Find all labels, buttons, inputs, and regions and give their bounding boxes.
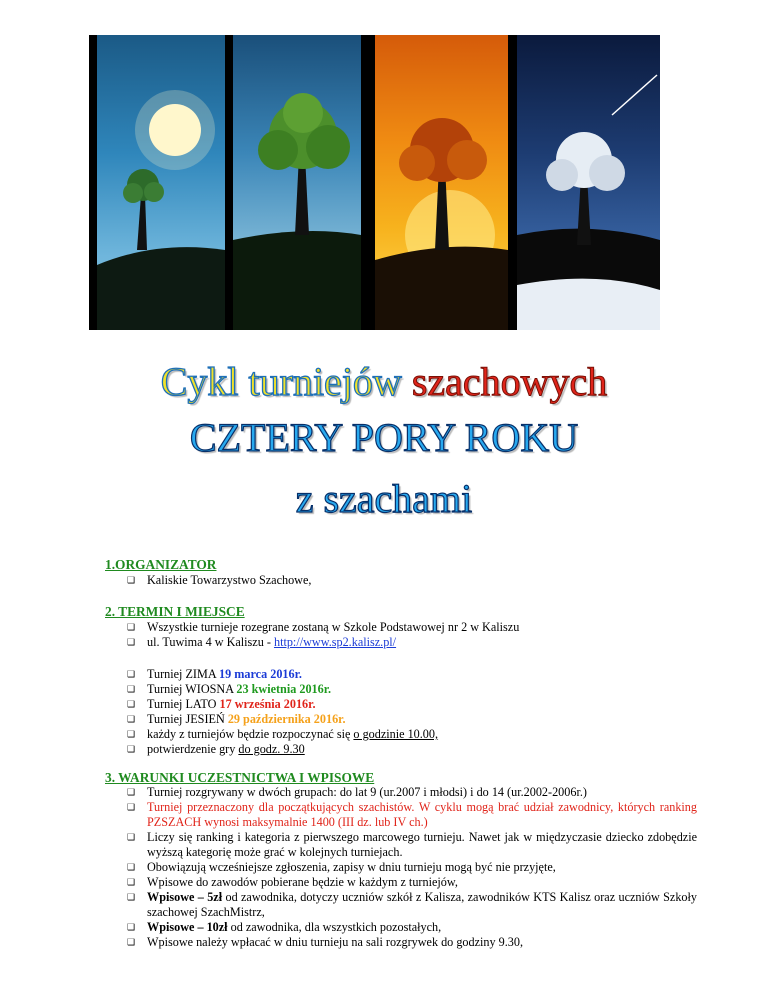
autumn-date: 29 października 2016r.: [227, 712, 346, 726]
four-seasons-banner: [89, 35, 660, 330]
winter-date: 19 marca 2016r.: [219, 667, 302, 681]
checkbox-bullet-icon: ❑: [127, 832, 136, 842]
list-item: ❑ Wpisowe do zawodów pobierane będzie w każdym z turniejów,: [127, 875, 458, 889]
list-item: ❑ Turniej WIOSNA 23 kwietnia 2016r.: [127, 682, 332, 696]
spring-panel: [97, 35, 225, 330]
checkbox-bullet-icon: ❑: [127, 622, 136, 632]
checkbox-bullet-icon: ❑: [127, 699, 136, 709]
checkbox-bullet-icon: ❑: [127, 787, 136, 797]
list-item: ❑ potwierdzenie gry do godz. 9.30: [127, 742, 305, 756]
summer-date: 17 września 2016r.: [219, 697, 316, 711]
checkbox-bullet-icon: ❑: [127, 684, 136, 694]
venue-list: [127, 620, 519, 650]
conditions-list: [127, 785, 697, 950]
tournament-schedule-list: [127, 667, 438, 757]
title-part-1: Cykl turniejów: [160, 359, 402, 404]
checkbox-bullet-icon: ❑: [127, 937, 136, 947]
list-item: ❑ Turniej przeznaczony dla początkujących szachistów. W cyklu mogą brać udział zawodnicy, których ranking PZSZACH wynosi maksymalnie 1400 (III dz. lub IV ch.): [127, 800, 697, 829]
winter-panel: [517, 35, 660, 330]
list-item: ❑ ul. Tuwima 4 w Kaliszu - http://www.sp2.kalisz.pl/: [127, 635, 397, 649]
school-website-link[interactable]: http://www.sp2.kalisz.pl/: [273, 635, 397, 649]
list-item: ❑ Turniej JESIEŃ 29 października 2016r.: [127, 712, 346, 726]
list-item: ❑ Obowiązują wcześniejsze zgłoszenia, zapisy w dniu turnieju mogą być nie przyjęte,: [127, 860, 556, 874]
list-item: ❑ Turniej ZIMA 19 marca 2016r.: [127, 667, 302, 681]
checkbox-bullet-icon: ❑: [127, 862, 136, 872]
list-item: ❑ Turniej LATO 17 września 2016r.: [127, 697, 316, 711]
list-item: ❑ Wszystkie turnieje rozegrane zostaną w Szkole Podstawowej nr 2 w Kaliszu: [127, 620, 520, 634]
organizer-list: [127, 573, 311, 588]
title-line-2: CZTERY PORY ROKU: [189, 415, 579, 460]
title-line-3: z szachami: [295, 476, 473, 521]
spring-date: 23 kwietnia 2016r.: [236, 682, 332, 696]
title-line-1: [0, 358, 768, 405]
checkbox-bullet-icon: ❑: [127, 714, 136, 724]
checkbox-bullet-icon: ❑: [127, 744, 136, 754]
list-item: ❑ Liczy się ranking i kategoria z pierwszego marcowego turnieju. Nawet jak w międzyczasie dziecko zdobędzie wyższą kategorię może grać w kolejnych turniejach.: [127, 830, 697, 859]
section-date-place-heading: 2. TERMIN I MIEJSCE: [105, 604, 245, 619]
checkbox-bullet-icon: ❑: [127, 575, 136, 585]
list-item: ❑ Wpisowe – 5zł od zawodnika, dotyczy uczniów szkół z Kalisza, zawodników KTS Kalisz oraz uczniów Szkoły szachowej SzachMistrz,: [127, 890, 697, 919]
checkbox-bullet-icon: ❑: [127, 802, 136, 812]
section-organizer-heading: 1.ORGANIZATOR: [105, 557, 217, 572]
list-item: ❑ każdy z turniejów będzie rozpoczynać się o godzinie 10.00,: [127, 727, 439, 741]
checkbox-bullet-icon: ❑: [127, 729, 136, 739]
checkbox-bullet-icon: ❑: [127, 877, 136, 887]
list-item: ❑ Turniej rozgrywany w dwóch grupach: do lat 9 (ur.2007 i młodsi) i do 14 (ur.2002-2006r.): [127, 785, 587, 799]
list-item: ❑ Wpisowe – 10zł od zawodnika, dla wszystkich pozostałych,: [127, 920, 442, 934]
list-item: ❑ Wpisowe należy wpłacać w dniu turnieju na sali rozgrywek do godziny 9.30,: [127, 935, 524, 949]
title-part-2: szachowych: [411, 359, 608, 404]
checkbox-bullet-icon: ❑: [127, 892, 136, 902]
checkbox-bullet-icon: ❑: [127, 922, 136, 932]
checkbox-bullet-icon: ❑: [127, 637, 136, 647]
autumn-panel: [375, 35, 508, 330]
checkbox-bullet-icon: ❑: [127, 669, 136, 679]
list-item: ❑ Kaliskie Towarzystwo Szachowe,: [127, 573, 312, 587]
section-conditions-heading: 3. WARUNKI UCZESTNICTWA I WPISOWE: [105, 770, 375, 785]
summer-panel: [233, 35, 361, 330]
